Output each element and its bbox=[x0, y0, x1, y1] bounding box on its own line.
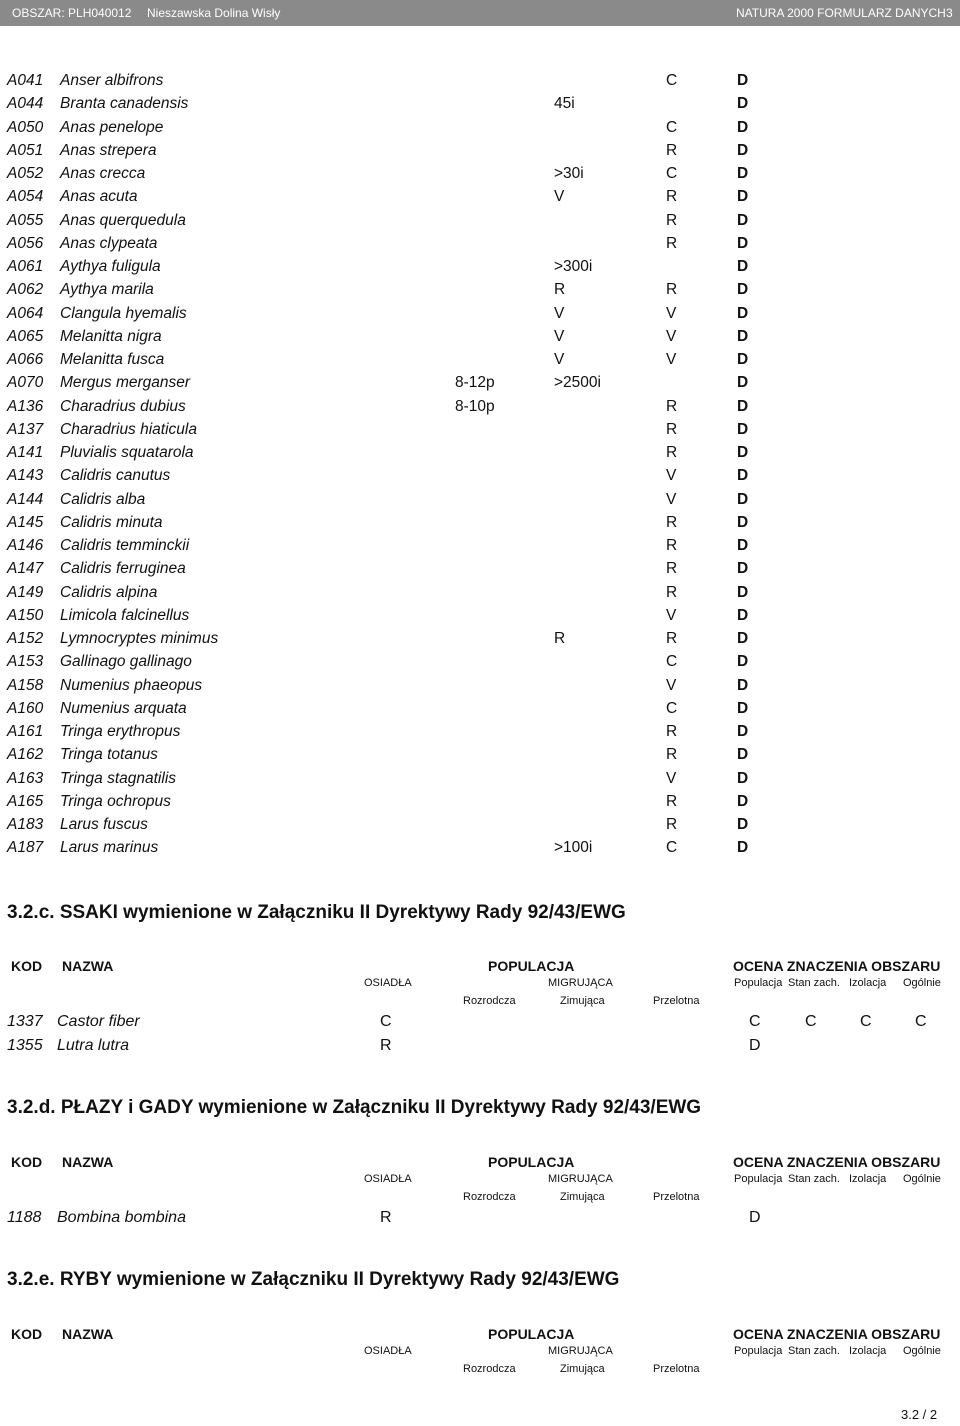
row-name: Charadrius hiaticula bbox=[60, 420, 197, 438]
row-przelotna: R bbox=[666, 630, 678, 647]
table-row bbox=[0, 465, 960, 488]
row-ocena: D bbox=[737, 816, 749, 833]
col-nazwa: NAZWA bbox=[62, 1154, 114, 1170]
table-row bbox=[0, 93, 960, 116]
row-name: Anas querquedula bbox=[60, 211, 186, 229]
col-stan-zach: Stan zach. bbox=[788, 1173, 840, 1185]
row-ocena: D bbox=[737, 258, 749, 275]
row-code: A141 bbox=[7, 444, 44, 461]
table-row bbox=[0, 140, 960, 163]
row-code: A062 bbox=[7, 281, 44, 299]
row-code: A146 bbox=[7, 537, 44, 554]
row-przelotna: R bbox=[666, 513, 678, 531]
row-ocena: D bbox=[737, 397, 749, 415]
table-row bbox=[0, 558, 960, 581]
col-zimujaca: Zimująca bbox=[560, 1191, 605, 1203]
mammals-table-header bbox=[0, 958, 960, 1010]
row-przelotna: V bbox=[666, 304, 677, 322]
row-name: Numenius arquata bbox=[60, 699, 187, 717]
row-name: Anas penelope bbox=[60, 118, 164, 136]
row-name: Aythya marila bbox=[60, 281, 154, 299]
table-row bbox=[0, 535, 960, 558]
row-zimujaca: 45i bbox=[554, 95, 575, 113]
table-row bbox=[0, 210, 960, 233]
row-przelotna: V bbox=[666, 769, 677, 787]
row-code: A145 bbox=[7, 513, 44, 531]
row-ocena: D bbox=[737, 490, 749, 508]
row-name: Calidris alpina bbox=[60, 583, 158, 601]
table-row bbox=[0, 1209, 960, 1232]
row-zimujaca: V bbox=[554, 304, 565, 322]
table-row bbox=[0, 605, 960, 628]
row-ocena: D bbox=[737, 304, 749, 322]
col-ogolnie: Ogólnie bbox=[903, 977, 941, 989]
table-row bbox=[0, 303, 960, 326]
row-osiadla: R bbox=[380, 1209, 392, 1226]
table-row bbox=[0, 489, 960, 512]
row-name: Pluvialis squatarola bbox=[60, 444, 194, 461]
row-code: A064 bbox=[7, 304, 44, 322]
row-przelotna: V bbox=[666, 351, 677, 368]
table-row bbox=[0, 1013, 960, 1036]
site-code: OBSZAR: PLH040012 bbox=[12, 6, 132, 20]
row-ocena: D bbox=[737, 792, 749, 810]
row-name: Calidris alba bbox=[60, 490, 146, 508]
row-ocena: D bbox=[737, 95, 749, 113]
section-title-fish: 3.2.e. RYBY wymienione w Załączniku II Dyrektywy Rady 92/43/EWG bbox=[7, 1269, 620, 1290]
page-header bbox=[0, 0, 960, 26]
row-code: A165 bbox=[7, 792, 44, 810]
row-przelotna: R bbox=[666, 141, 678, 159]
table-row bbox=[0, 837, 960, 860]
table-row bbox=[0, 256, 960, 279]
row-name: Calidris minuta bbox=[60, 513, 163, 531]
row-zimujaca: >300i bbox=[554, 258, 593, 275]
row-ocena: D bbox=[737, 560, 749, 578]
col-osiadla: OSIADŁA bbox=[364, 1345, 412, 1357]
row-ocena: D bbox=[737, 234, 749, 252]
row-ocena: D bbox=[737, 676, 749, 694]
row-populacja: D bbox=[749, 1209, 761, 1226]
col-rozrodcza: Rozrodcza bbox=[463, 1191, 516, 1203]
col-stan-zach: Stan zach. bbox=[788, 1345, 840, 1357]
col-przelotna: Przelotna bbox=[653, 1363, 700, 1375]
col-populacja-small: Populacja bbox=[734, 977, 783, 989]
row-code: A187 bbox=[7, 839, 44, 857]
row-code: A143 bbox=[7, 467, 44, 485]
table-row bbox=[0, 791, 960, 814]
table-row bbox=[0, 744, 960, 767]
table-row bbox=[0, 163, 960, 186]
row-name: Anas crecca bbox=[60, 165, 146, 182]
row-przelotna: R bbox=[666, 746, 678, 764]
row-name: Anser albifrons bbox=[60, 72, 164, 89]
col-populacja: POPULACJA bbox=[488, 1154, 575, 1170]
table-row bbox=[0, 70, 960, 93]
row-przelotna: C bbox=[666, 839, 678, 857]
row-przelotna: V bbox=[666, 467, 677, 485]
col-izolacja: Izolacja bbox=[849, 1173, 887, 1185]
row-name: Calidris temminckii bbox=[60, 537, 190, 554]
row-zimujaca: >2500i bbox=[554, 374, 601, 392]
table-row bbox=[0, 372, 960, 395]
row-ocena: D bbox=[737, 327, 749, 345]
row-name: Bombina bombina bbox=[57, 1209, 186, 1226]
row-ocena: D bbox=[737, 606, 749, 624]
row-name: Tringa totanus bbox=[60, 746, 158, 764]
row-ocena: D bbox=[737, 746, 749, 764]
row-ocena: D bbox=[737, 188, 749, 206]
row-name: Anas clypeata bbox=[60, 234, 158, 252]
row-zimujaca: >100i bbox=[554, 839, 593, 857]
table-row bbox=[0, 396, 960, 419]
row-przelotna: R bbox=[666, 816, 678, 833]
row-name: Charadrius dubius bbox=[60, 397, 186, 415]
row-name: Castor fiber bbox=[57, 1013, 140, 1030]
col-ocena: OCENA ZNACZENIA OBSZARU bbox=[733, 958, 941, 974]
row-code: A050 bbox=[7, 118, 44, 136]
row-przelotna: V bbox=[666, 606, 677, 624]
row-przelotna: R bbox=[666, 560, 678, 578]
row-code: A065 bbox=[7, 327, 44, 345]
row-przelotna: V bbox=[666, 490, 677, 508]
row-zimujaca: V bbox=[554, 327, 565, 345]
row-ocena: D bbox=[737, 118, 749, 136]
row-przelotna: V bbox=[666, 327, 677, 345]
row-code: A070 bbox=[7, 374, 44, 392]
row-populacja: C bbox=[749, 1013, 761, 1030]
row-code: A066 bbox=[7, 351, 44, 368]
row-zimujaca: R bbox=[554, 281, 566, 299]
row-code: A149 bbox=[7, 583, 44, 601]
col-izolacja: Izolacja bbox=[849, 1345, 887, 1357]
row-przelotna: R bbox=[666, 444, 678, 461]
row-ogolnie: C bbox=[915, 1013, 927, 1030]
row-przelotna: C bbox=[666, 72, 678, 89]
row-przelotna: C bbox=[666, 165, 678, 182]
table-row bbox=[0, 326, 960, 349]
row-przelotna: R bbox=[666, 537, 678, 554]
row-code: A054 bbox=[7, 188, 44, 206]
col-populacja-small: Populacja bbox=[734, 1345, 783, 1357]
row-rozrodcza: 8-10p bbox=[455, 397, 495, 415]
row-code: A160 bbox=[7, 699, 44, 717]
row-name: Limicola falcinellus bbox=[60, 606, 190, 624]
row-name: Calidris canutus bbox=[60, 467, 171, 485]
row-ocena: D bbox=[737, 374, 749, 392]
row-ocena: D bbox=[737, 281, 749, 299]
table-row bbox=[0, 349, 960, 372]
table-row bbox=[0, 651, 960, 674]
row-osiadla: R bbox=[380, 1037, 392, 1054]
row-ocena: D bbox=[737, 420, 749, 438]
col-zimujaca: Zimująca bbox=[560, 995, 605, 1007]
row-name: Tringa ochropus bbox=[60, 792, 171, 810]
row-name: Melanitta fusca bbox=[60, 351, 165, 368]
col-migrujaca: MIGRUJĄCA bbox=[548, 1173, 613, 1185]
row-code: A052 bbox=[7, 165, 44, 182]
col-ocena: OCENA ZNACZENIA OBSZARU bbox=[733, 1154, 941, 1170]
row-code: A144 bbox=[7, 490, 44, 508]
row-code: 1337 bbox=[7, 1013, 43, 1030]
row-name: Aythya fuligula bbox=[60, 258, 161, 275]
row-name: Anas strepera bbox=[60, 141, 157, 159]
row-code: A055 bbox=[7, 211, 44, 229]
row-name: Melanitta nigra bbox=[60, 327, 162, 345]
row-ocena: D bbox=[737, 72, 749, 89]
row-ocena: D bbox=[737, 537, 749, 554]
col-zimujaca: Zimująca bbox=[560, 1363, 605, 1375]
row-code: A158 bbox=[7, 676, 44, 694]
col-rozrodcza: Rozrodcza bbox=[463, 995, 516, 1007]
row-ocena: D bbox=[737, 653, 749, 671]
row-name: Anas acuta bbox=[60, 188, 138, 206]
row-stan: C bbox=[805, 1013, 817, 1030]
table-row bbox=[0, 721, 960, 744]
col-migrujaca: MIGRUJĄCA bbox=[548, 1345, 613, 1357]
table-row bbox=[0, 582, 960, 605]
site-name: Nieszawska Dolina Wisły bbox=[147, 6, 281, 20]
row-code: 1188 bbox=[7, 1209, 42, 1226]
row-ocena: D bbox=[737, 444, 749, 461]
col-populacja: POPULACJA bbox=[488, 958, 575, 974]
row-przelotna: C bbox=[666, 699, 678, 717]
row-przelotna: R bbox=[666, 397, 678, 415]
row-zimujaca: V bbox=[554, 188, 565, 206]
table-row bbox=[0, 279, 960, 302]
row-izolacja: C bbox=[860, 1013, 872, 1030]
row-code: A183 bbox=[7, 816, 44, 833]
row-przelotna: R bbox=[666, 188, 678, 206]
table-row bbox=[0, 698, 960, 721]
row-code: A153 bbox=[7, 653, 44, 671]
col-nazwa: NAZWA bbox=[62, 958, 114, 974]
table-row bbox=[0, 442, 960, 465]
row-name: Clangula hyemalis bbox=[60, 304, 187, 322]
row-przelotna: R bbox=[666, 211, 678, 229]
col-migrujaca: MIGRUJĄCA bbox=[548, 977, 613, 989]
amphibians-table-header bbox=[0, 1154, 960, 1206]
section-title-amphibians: 3.2.d. PŁAZY i GADY wymienione w Załączniku II Dyrektywy Rady 92/43/EWG bbox=[7, 1097, 702, 1118]
table-row bbox=[0, 186, 960, 209]
table-row bbox=[0, 1037, 960, 1060]
table-row bbox=[0, 117, 960, 140]
row-ocena: D bbox=[737, 467, 749, 485]
footer-page-number: 3.2 / 2 bbox=[901, 1407, 938, 1422]
row-code: A152 bbox=[7, 630, 44, 647]
row-code: A137 bbox=[7, 420, 44, 438]
row-ocena: D bbox=[737, 630, 749, 647]
col-ogolnie: Ogólnie bbox=[903, 1345, 941, 1357]
row-name: Lutra lutra bbox=[57, 1037, 130, 1054]
row-code: A044 bbox=[7, 95, 44, 113]
row-zimujaca: V bbox=[554, 351, 565, 368]
row-osiadla: C bbox=[380, 1013, 392, 1030]
row-przelotna: R bbox=[666, 723, 678, 740]
row-przelotna: R bbox=[666, 234, 678, 252]
row-zimujaca: >30i bbox=[554, 165, 584, 182]
table-row bbox=[0, 628, 960, 651]
col-nazwa: NAZWA bbox=[62, 1326, 114, 1342]
row-code: A061 bbox=[7, 258, 44, 275]
row-name: Mergus merganser bbox=[60, 374, 191, 392]
row-code: A163 bbox=[7, 769, 44, 787]
row-name: Larus marinus bbox=[60, 839, 159, 857]
row-ocena: D bbox=[737, 351, 749, 368]
col-osiadla: OSIADŁA bbox=[364, 1173, 412, 1185]
row-code: A051 bbox=[7, 141, 44, 159]
col-osiadla: OSIADŁA bbox=[364, 977, 412, 989]
row-ocena: D bbox=[737, 141, 749, 159]
fish-table-header bbox=[0, 1326, 960, 1378]
row-przelotna: V bbox=[666, 676, 677, 694]
col-ocena: OCENA ZNACZENIA OBSZARU bbox=[733, 1326, 941, 1342]
row-name: Tringa stagnatilis bbox=[60, 769, 177, 787]
row-ocena: D bbox=[737, 583, 749, 601]
row-ocena: D bbox=[737, 839, 749, 857]
table-row bbox=[0, 768, 960, 791]
row-code: A161 bbox=[7, 723, 44, 740]
section-title-mammals: 3.2.c. SSAKI wymienione w Załączniku II Dyrektywy Rady 92/43/EWG bbox=[7, 902, 626, 923]
page-number: 3 bbox=[946, 6, 953, 20]
row-name: Numenius phaeopus bbox=[60, 676, 203, 694]
row-code: A147 bbox=[7, 560, 44, 578]
row-name: Tringa erythropus bbox=[60, 723, 181, 740]
row-przelotna: R bbox=[666, 281, 678, 299]
row-ocena: D bbox=[737, 769, 749, 787]
row-name: Lymnocryptes minimus bbox=[60, 630, 219, 647]
row-code: A162 bbox=[7, 746, 44, 764]
row-przelotna: C bbox=[666, 653, 678, 671]
row-code: A136 bbox=[7, 397, 44, 415]
row-populacja: D bbox=[749, 1037, 761, 1054]
col-izolacja: Izolacja bbox=[849, 977, 887, 989]
row-code: A056 bbox=[7, 234, 44, 252]
row-przelotna: R bbox=[666, 583, 678, 601]
row-przelotna: C bbox=[666, 118, 678, 136]
row-name: Calidris ferruginea bbox=[60, 560, 186, 578]
row-ocena: D bbox=[737, 513, 749, 531]
col-kod: KOD bbox=[11, 1326, 43, 1342]
col-przelotna: Przelotna bbox=[653, 1191, 700, 1203]
row-code: A041 bbox=[7, 72, 44, 89]
form-title: NATURA 2000 FORMULARZ DANYCH bbox=[736, 6, 946, 20]
col-rozrodcza: Rozrodcza bbox=[463, 1363, 516, 1375]
row-name: Branta canadensis bbox=[60, 95, 189, 113]
row-code: 1355 bbox=[7, 1037, 43, 1054]
row-name: Larus fuscus bbox=[60, 816, 148, 833]
bird-table bbox=[0, 70, 960, 861]
row-przelotna: R bbox=[666, 420, 678, 438]
row-code: A150 bbox=[7, 606, 44, 624]
row-name: Gallinago gallinago bbox=[60, 653, 192, 671]
table-row bbox=[0, 675, 960, 698]
col-populacja: POPULACJA bbox=[488, 1326, 575, 1342]
col-ogolnie: Ogólnie bbox=[903, 1173, 941, 1185]
table-row bbox=[0, 512, 960, 535]
col-populacja-small: Populacja bbox=[734, 1173, 783, 1185]
row-zimujaca: R bbox=[554, 630, 566, 647]
col-kod: KOD bbox=[11, 958, 43, 974]
row-ocena: D bbox=[737, 211, 749, 229]
row-ocena: D bbox=[737, 699, 749, 717]
col-stan-zach: Stan zach. bbox=[788, 977, 840, 989]
row-przelotna: R bbox=[666, 792, 678, 810]
col-kod: KOD bbox=[11, 1154, 43, 1170]
table-row bbox=[0, 233, 960, 256]
row-ocena: D bbox=[737, 165, 749, 182]
row-ocena: D bbox=[737, 723, 749, 740]
col-przelotna: Przelotna bbox=[653, 995, 700, 1007]
row-rozrodcza: 8-12p bbox=[455, 374, 495, 392]
table-row bbox=[0, 419, 960, 442]
table-row bbox=[0, 814, 960, 837]
